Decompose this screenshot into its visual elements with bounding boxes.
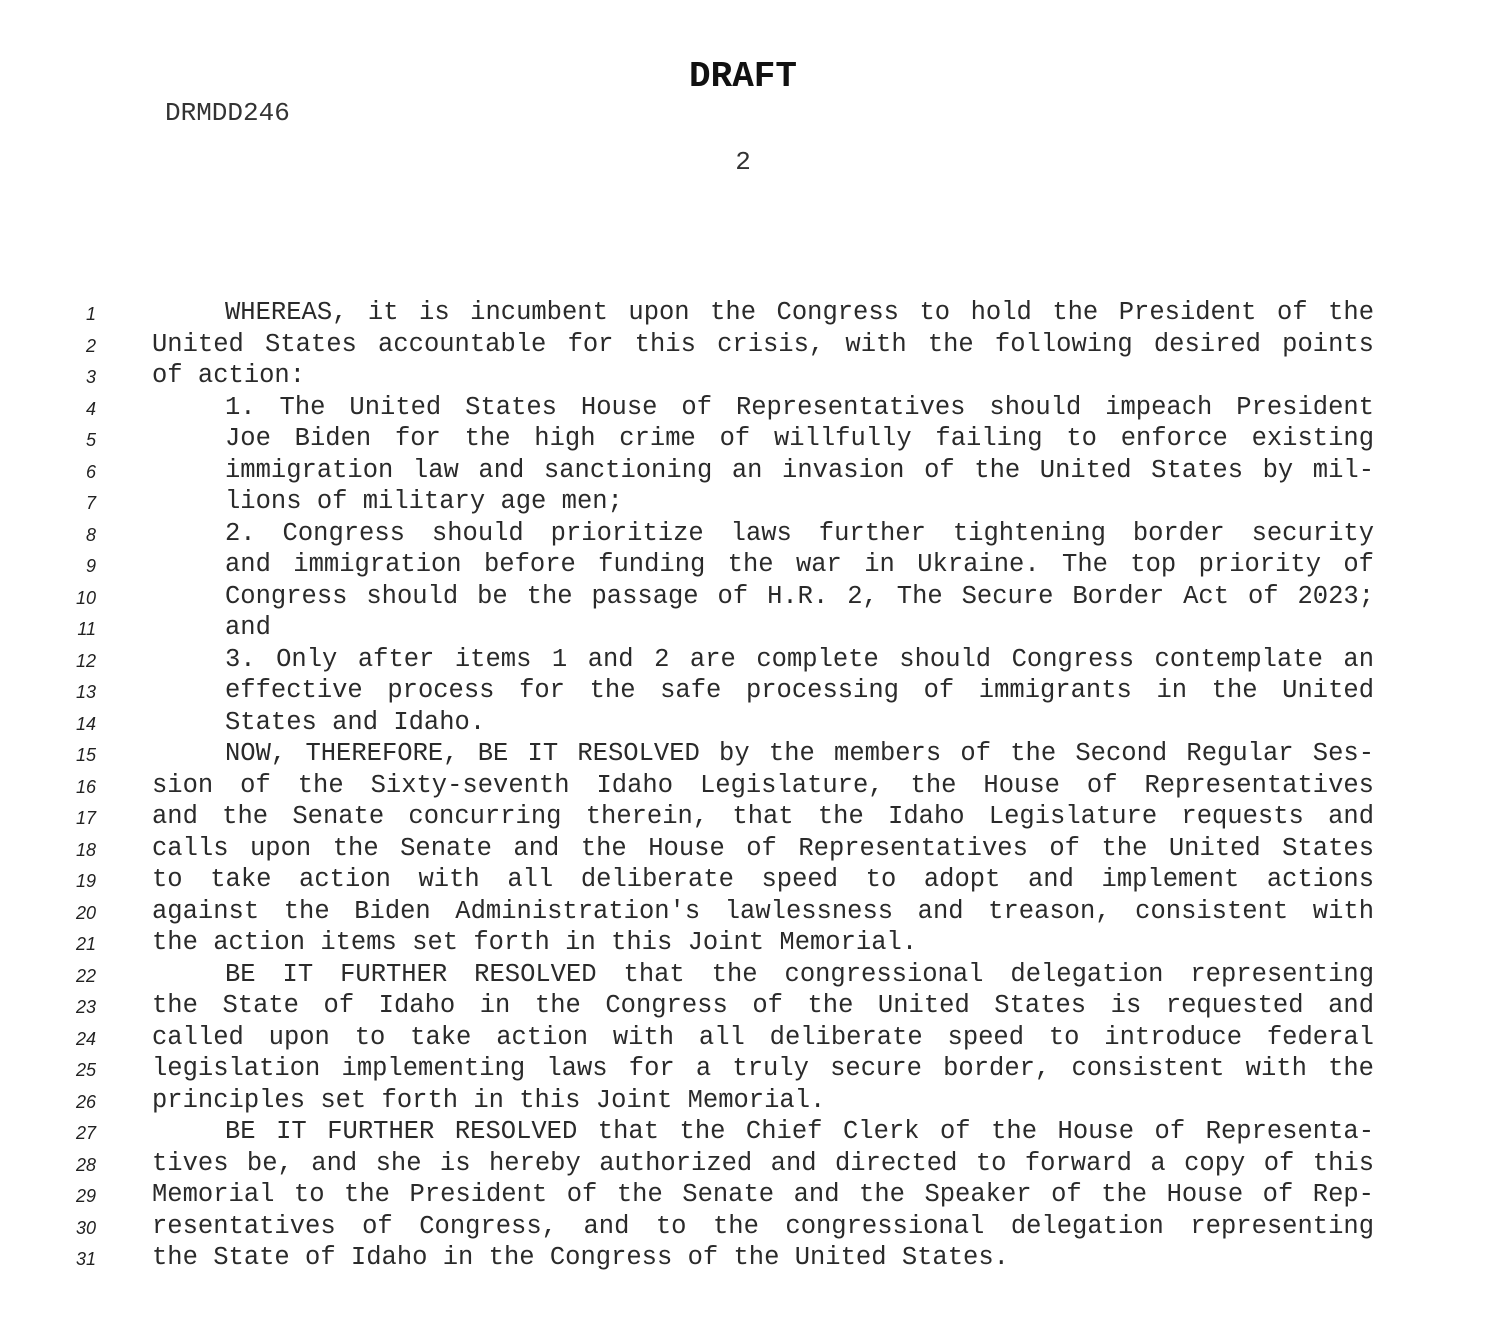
document-line — [0, 392, 1486, 424]
line-text: the action items set forth in this Joint Memorial. — [152, 928, 918, 957]
line-number: 3 — [85, 367, 96, 387]
line-text: tives be, and she is hereby authorized and directed to forward a copy of this — [152, 1148, 1374, 1178]
line-text: WHEREAS, it is incumbent upon the Congress to hold the President of the — [225, 298, 1374, 327]
line-text: NOW, THEREFORE, BE IT RESOLVED by the members of the Second Regular Ses- — [225, 739, 1374, 768]
line-number: 9 — [85, 556, 96, 576]
document-line — [0, 329, 1486, 361]
line-text: United States accountable for this crisis, with the following desired points — [152, 329, 1374, 359]
line-number: 5 — [85, 430, 96, 450]
draft-header: DRAFT — [688, 56, 798, 97]
line-number: 13 — [75, 682, 96, 702]
document-line — [0, 927, 1486, 959]
line-number: 16 — [75, 776, 96, 797]
document-line — [0, 581, 1486, 613]
line-text: BE IT FURTHER RESOLVED that the Chief Clerk of the House of Representa- — [225, 1117, 1374, 1146]
line-text: and the Senate concurring therein, that the Idaho Legislature requests and — [152, 802, 1374, 831]
line-number: 19 — [75, 871, 96, 891]
line-number: 22 — [75, 965, 96, 986]
line-number: 29 — [75, 1186, 96, 1206]
page-number: 2 — [735, 147, 751, 177]
line-text: against the Biden Administration's lawlessness and treason, consistent with — [152, 896, 1374, 926]
line-number: 20 — [75, 902, 96, 923]
document-line — [0, 1242, 1486, 1274]
document-line — [0, 833, 1486, 865]
line-number: 14 — [75, 713, 96, 734]
document-line — [0, 1085, 1486, 1117]
line-text: the State of Idaho in the Congress of the United States. — [152, 1243, 1009, 1272]
document-line — [0, 738, 1486, 770]
line-number: 31 — [75, 1249, 96, 1269]
line-text: of action: — [152, 361, 306, 390]
line-number: 30 — [75, 1217, 96, 1238]
line-number: 8 — [85, 524, 96, 545]
line-text: 2. Congress should prioritize laws further tightening border security — [225, 518, 1374, 548]
line-text: effective process for the safe processing of immigrants in the United — [225, 676, 1374, 705]
document-line — [0, 1179, 1486, 1211]
line-text: legislation implementing laws for a truly secure border, consistent with the — [152, 1054, 1374, 1083]
line-text: principles set forth in this Joint Memorial. — [152, 1085, 826, 1115]
line-number: 10 — [75, 587, 96, 608]
line-number: 17 — [75, 808, 96, 828]
line-text: 3. Only after items 1 and 2 are complete should Congress contemplate an — [225, 644, 1374, 674]
document-line — [0, 360, 1486, 392]
document-line — [0, 707, 1486, 739]
line-number: 27 — [75, 1123, 96, 1143]
document-line — [0, 1053, 1486, 1085]
line-text: BE IT FURTHER RESOLVED that the congressional delegation representing — [225, 959, 1374, 989]
document-line — [0, 959, 1486, 991]
document-line — [0, 612, 1486, 644]
line-number: 23 — [75, 997, 96, 1017]
document-line — [0, 1022, 1486, 1054]
line-number: 4 — [85, 398, 96, 419]
line-text: Joe Biden for the high crime of willfully failing to enforce existing — [225, 424, 1374, 453]
document-line — [0, 1148, 1486, 1180]
line-number: 25 — [75, 1060, 96, 1080]
document-line — [0, 1211, 1486, 1243]
line-text: sion of the Sixty-seventh Idaho Legislature, the House of Representatives — [152, 770, 1374, 800]
line-text: 1. The United States House of Representatives should impeach President — [225, 392, 1374, 422]
line-number: 21 — [75, 934, 96, 954]
document-line — [0, 675, 1486, 707]
document-line — [0, 455, 1486, 487]
line-number: 2 — [85, 335, 96, 356]
line-text: Memorial to the President of the Senate and the Speaker of the House of Rep- — [152, 1180, 1374, 1209]
memorial-body — [0, 297, 1486, 1274]
line-number: 1 — [85, 304, 96, 324]
document-line — [0, 549, 1486, 581]
line-number: 24 — [75, 1028, 96, 1049]
line-number: 11 — [77, 619, 96, 639]
line-text: Congress should be the passage of H.R. 2, The Secure Border Act of 2023; — [225, 581, 1374, 611]
document-line — [0, 896, 1486, 928]
line-number: 18 — [75, 839, 96, 860]
line-text: States and Idaho. — [225, 707, 486, 737]
line-text: calls upon the Senate and the House of Representatives of the United States — [152, 833, 1374, 863]
line-text: and immigration before funding the war in Ukraine. The top priority of — [225, 550, 1374, 579]
line-text: and — [225, 613, 271, 642]
document-line — [0, 423, 1486, 455]
line-text: called upon to take action with all deliberate speed to introduce federal — [152, 1022, 1374, 1052]
line-text: immigration law and sanctioning an invasion of the United States by mil- — [225, 455, 1374, 485]
document-line — [0, 297, 1486, 329]
line-number: 15 — [75, 745, 96, 765]
line-number: 28 — [75, 1154, 96, 1175]
document-line — [0, 864, 1486, 896]
line-text: lions of military age men; — [225, 487, 623, 516]
line-text: resentatives of Congress, and to the congressional delegation representing — [152, 1211, 1374, 1241]
document-line — [0, 990, 1486, 1022]
line-number: 6 — [85, 461, 96, 482]
document-line — [0, 644, 1486, 676]
document-id: DRMDD246 — [165, 98, 290, 128]
line-number: 26 — [75, 1091, 96, 1112]
document-line — [0, 1116, 1486, 1148]
line-number: 12 — [75, 650, 96, 671]
line-text: the State of Idaho in the Congress of the United States is requested and — [152, 991, 1374, 1020]
document-line — [0, 486, 1486, 518]
document-line — [0, 770, 1486, 802]
document-line — [0, 518, 1486, 550]
line-number: 7 — [85, 493, 96, 513]
line-text: to take action with all deliberate speed to adopt and implement actions — [152, 865, 1374, 894]
document-line — [0, 801, 1486, 833]
